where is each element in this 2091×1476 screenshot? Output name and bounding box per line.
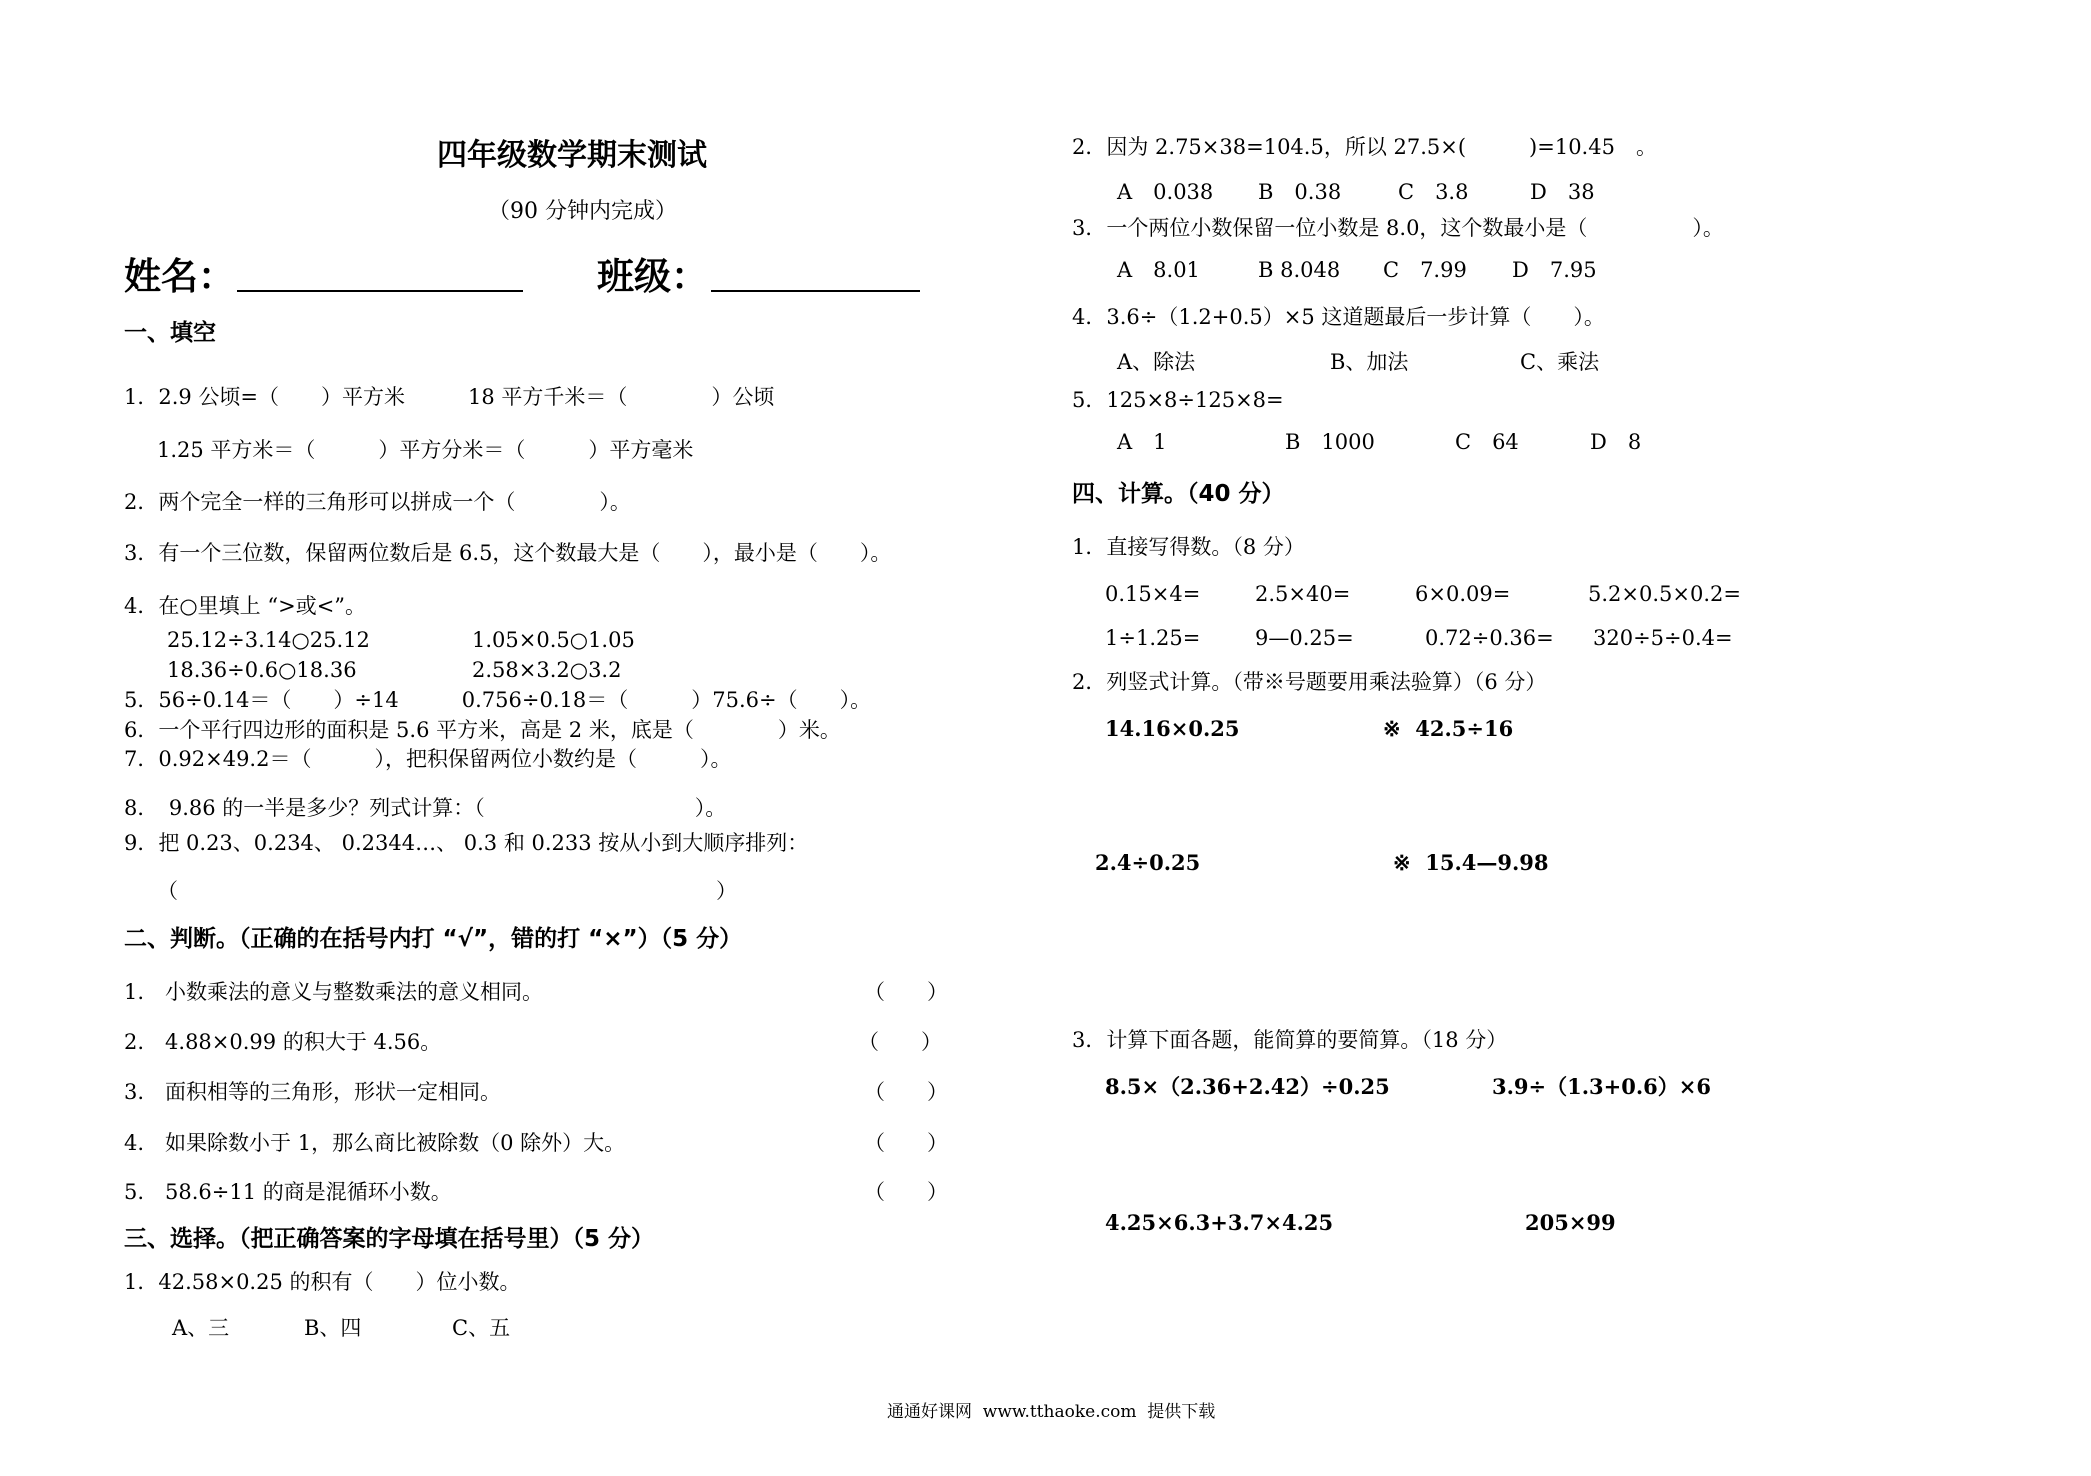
s3-q4-opt-a: A、除法 — [1117, 350, 1196, 374]
s4-p1-r1-c2: 2.5×40= — [1255, 582, 1351, 606]
s1-q4d: 2.58×3.2○3.2 — [472, 658, 622, 682]
s3-q5: 5．125×8÷125×8= — [1072, 388, 1284, 412]
s4-p1-r2-c2: 9—0.25= — [1255, 626, 1354, 650]
s3-q2-opt-a: A 0.038 — [1117, 180, 1214, 204]
s3-q2-opt-d: D 38 — [1530, 180, 1595, 204]
s1-q9-paren-close: ） — [716, 879, 737, 903]
s3-q3-opt-b: B 8.048 — [1258, 258, 1341, 282]
s3-q1: 1．42.58×0.25 的积有（ ）位小数。 — [124, 1270, 521, 1294]
class-label: 班级： — [597, 255, 708, 298]
s1-q1a: 1．2.9 公顷=（ ）平方米 18 平方千米＝（ ）公顷 — [124, 385, 775, 409]
s2-answer-paren-5[interactable]: （ ） — [864, 1180, 948, 1204]
s3-q2-opt-c: C 3.8 — [1398, 180, 1469, 204]
class-blank-line[interactable] — [711, 290, 920, 292]
s3-q2-opt-b: B 0.38 — [1258, 180, 1342, 204]
s1-q4a: 25.12÷3.14○25.12 — [167, 628, 370, 652]
s1-q4b: 1.05×0.5○1.05 — [472, 628, 635, 652]
s3-q5-opt-b: B 1000 — [1285, 430, 1375, 454]
s3-q4-opt-b: B、加法 — [1330, 350, 1409, 374]
s1-q1b: 1.25 平方米＝（ ）平方分米＝（ ）平方毫米 — [157, 438, 694, 462]
name-blank-line[interactable] — [237, 290, 523, 292]
s2-item-3: 3. 面积相等的三角形，形状一定相同。 — [124, 1080, 502, 1104]
s1-q3: 3．有一个三位数，保留两位数后是 6.5，这个数最大是（ ），最小是（ ）。 — [124, 541, 892, 565]
s1-q5: 5．56÷0.14＝（ ）÷14 0.756÷0.18＝（ ）75.6÷（ ）。 — [124, 688, 872, 712]
page-title: 四年级数学期末测试 — [437, 138, 707, 173]
s1-q4c: 18.36÷0.6○18.36 — [167, 658, 357, 682]
s2-item-2: 2. 4.88×0.99 的积大于 4.56。 — [124, 1030, 442, 1054]
s4-p1-r1-c3: 6×0.09= — [1415, 582, 1511, 606]
s4-p3-item-1: 8.5×（2.36+2.42）÷0.25 — [1105, 1074, 1390, 1099]
s2-item-1: 1. 小数乘法的意义与整数乘法的意义相同。 — [124, 980, 544, 1004]
s3-q2: 2．因为 2.75×38=104.5，所以 27.5×( )=10.45 。 — [1072, 135, 1657, 159]
s3-q5-opt-a: A 1 — [1117, 430, 1167, 454]
s3-q3-opt-c: C 7.99 — [1383, 258, 1467, 282]
s4-p1-heading: 1．直接写得数。（8 分） — [1072, 535, 1305, 559]
s1-q9: 9．把 0.23、0.234、 0.2344…、 0.3 和 0.233 按从小到大顺序排列： — [124, 831, 809, 855]
s2-answer-paren-4[interactable]: （ ） — [864, 1131, 948, 1155]
s4-p3-item-3: 4.25×6.3+3.7×4.25 — [1105, 1210, 1334, 1235]
s1-q4: 4．在○里填上 “>或<”。 — [124, 594, 367, 618]
s4-p1-r1-c4: 5.2×0.5×0.2= — [1588, 582, 1741, 606]
s1-q9-paren-open: （ — [157, 879, 178, 903]
s4-p2-heading: 2．列竖式计算。（带※号题要用乘法验算）（6 分） — [1072, 670, 1547, 694]
s3-q4-opt-c: C、乘法 — [1520, 350, 1600, 374]
s3-q1-opt-a: A、三 — [172, 1316, 230, 1340]
s4-p3-heading: 3．计算下面各题，能简算的要简算。（18 分） — [1072, 1028, 1508, 1052]
section2-heading: 二、判断。（正确的在括号内打 “√”，错的打 “×”）（5 分） — [124, 926, 743, 952]
page-subtitle: （90 分钟内完成） — [488, 199, 677, 224]
s4-p1-r2-c3: 0.72÷0.36= — [1425, 626, 1554, 650]
s3-q3-opt-a: A 8.01 — [1117, 258, 1200, 282]
section3-heading: 三、选择。（把正确答案的字母填在括号里）（5 分） — [124, 1226, 655, 1252]
s4-p2-item-3: 2.4÷0.25 — [1095, 850, 1201, 875]
s1-q8: 8． 9.86 的一半是多少？列式计算：（ ）。 — [124, 796, 727, 820]
s2-item-4: 4. 如果除数小于 1，那么商比被除数（0 除外）大。 — [124, 1131, 626, 1155]
s4-p1-r2-c1: 1÷1.25= — [1105, 626, 1201, 650]
s4-p2-item-1: 14.16×0.25 — [1105, 716, 1240, 741]
footer-source: 通通好课网 www.tthaoke.com 提供下载 — [887, 1402, 1216, 1422]
section4-heading: 四、计算。（40 分） — [1072, 481, 1285, 507]
s4-p3-item-4: 205×99 — [1525, 1210, 1616, 1235]
s3-q3: 3．一个两位小数保留一位小数是 8.0，这个数最小是（ ）。 — [1072, 216, 1724, 240]
s3-q5-opt-d: D 8 — [1590, 430, 1642, 454]
s1-q7: 7．0.92×49.2＝（ ），把积保留两位小数约是（ ）。 — [124, 747, 732, 771]
s1-q6: 6．一个平行四边形的面积是 5.6 平方米，高是 2 米，底是（ ）米。 — [124, 718, 841, 742]
s4-p2-item-4: ※ 15.4—9.98 — [1393, 850, 1549, 875]
name-label: 姓名： — [124, 255, 235, 298]
s4-p1-r2-c4: 320÷5÷0.4= — [1593, 626, 1733, 650]
section1-heading: 一、填空 — [124, 320, 216, 346]
s2-answer-paren-2[interactable]: （ ） — [858, 1030, 942, 1054]
s2-answer-paren-1[interactable]: （ ） — [864, 980, 948, 1004]
s2-item-5: 5. 58.6÷11 的商是混循环小数。 — [124, 1180, 452, 1204]
s4-p2-item-2: ※ 42.5÷16 — [1383, 716, 1514, 741]
s2-answer-paren-3[interactable]: （ ） — [864, 1080, 948, 1104]
s3-q1-opt-b: B、四 — [304, 1316, 362, 1340]
s1-q2: 2．两个完全一样的三角形可以拼成一个（ ）。 — [124, 490, 631, 514]
s3-q4: 4．3.6÷（1.2+0.5）×5 这道题最后一步计算（ ）。 — [1072, 305, 1605, 329]
s3-q5-opt-c: C 64 — [1455, 430, 1519, 454]
s3-q1-opt-c: C、五 — [452, 1316, 511, 1340]
s4-p1-r1-c1: 0.15×4= — [1105, 582, 1201, 606]
s4-p3-item-2: 3.9÷（1.3+0.6）×6 — [1492, 1074, 1712, 1099]
s3-q3-opt-d: D 7.95 — [1512, 258, 1597, 282]
